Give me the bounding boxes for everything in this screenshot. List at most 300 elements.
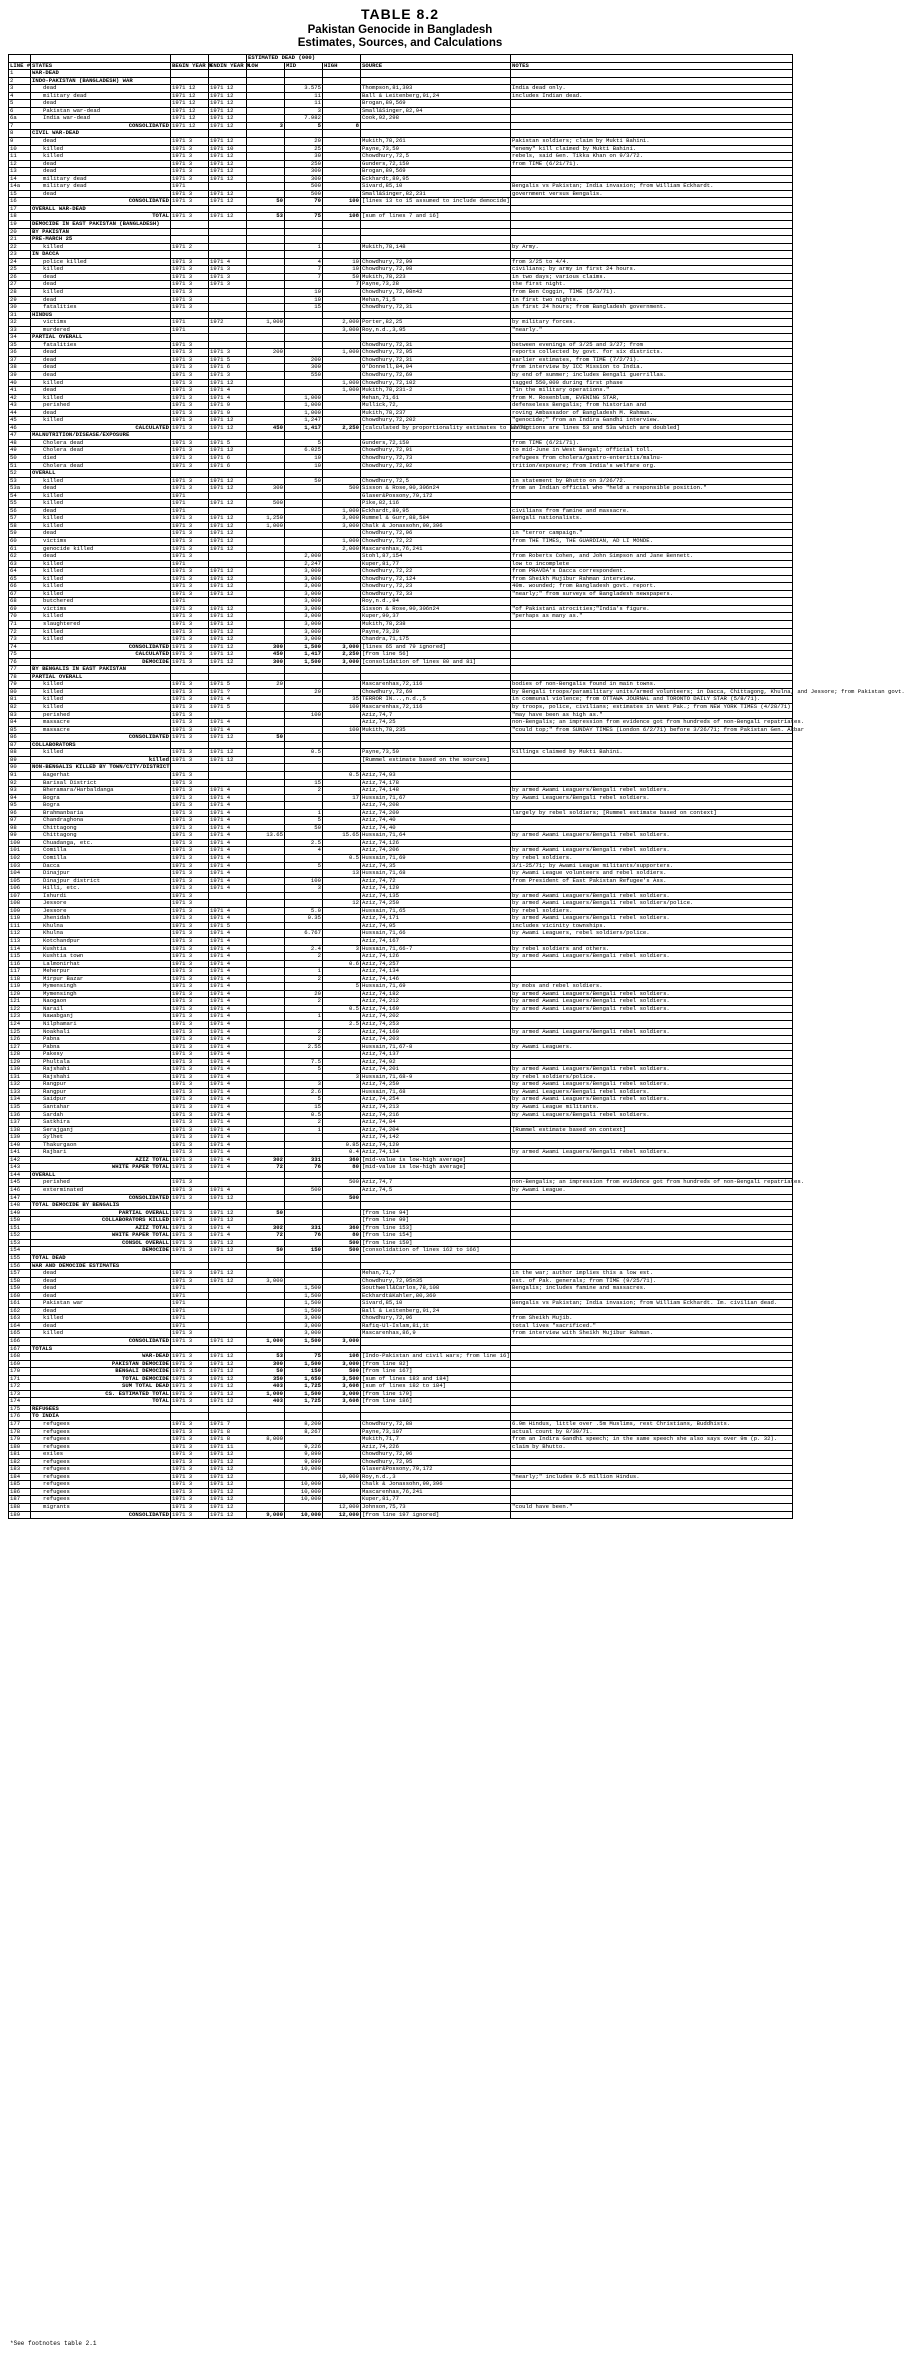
- high-value-cell: 1,000: [323, 387, 361, 395]
- state-cell: military dead: [31, 175, 171, 183]
- high-value-cell: 3,500: [323, 1375, 361, 1383]
- notes-cell: [511, 107, 793, 115]
- source-cell: Mehan,71,7: [361, 1270, 511, 1278]
- state-cell: Comilla: [31, 847, 171, 855]
- low-value-cell: [247, 530, 285, 538]
- begin-date-cell: 1971 3: [171, 439, 209, 447]
- state-cell: CALCULATED: [31, 424, 171, 432]
- mid-value-cell: 3,000: [285, 575, 323, 583]
- line-number-cell: 83: [9, 711, 31, 719]
- notes-cell: [511, 1036, 793, 1044]
- high-value-cell: 12,000: [323, 1511, 361, 1519]
- line-number-cell: 72: [9, 628, 31, 636]
- end-date-cell: 1971 12: [209, 522, 247, 530]
- low-value-cell: [247, 236, 285, 244]
- source-cell: Chowdhury,72,23: [361, 583, 511, 591]
- line-number-cell: 139: [9, 1134, 31, 1142]
- low-value-cell: 1,000: [247, 1337, 285, 1345]
- low-value-cell: [247, 1187, 285, 1195]
- source-cell: [from line 94]: [361, 1209, 511, 1217]
- notes-cell: by armed Awami Leaguers/Bengali rebel soldiers.: [511, 1081, 793, 1089]
- end-date-cell: 1971 4: [209, 824, 247, 832]
- mid-value-cell: 3,000: [285, 605, 323, 613]
- line-number-cell: 128: [9, 1051, 31, 1059]
- notes-cell: Pakistan soldiers; claim by Mukti Bahini.: [511, 138, 793, 146]
- high-value-cell: [323, 1488, 361, 1496]
- state-cell: CONSOLIDATED: [31, 1194, 171, 1202]
- line-number-cell: 178: [9, 1428, 31, 1436]
- mid-value-cell: [285, 1194, 323, 1202]
- end-date-cell: 1971 6: [209, 462, 247, 470]
- source-cell: Aziz,74,84: [361, 1119, 511, 1127]
- source-cell: Chalk & Jonassohn,90,396: [361, 1481, 511, 1489]
- state-cell: SUM TOTAL DEAD: [31, 1383, 171, 1391]
- begin-date-cell: 1971 3: [171, 304, 209, 312]
- state-cell: PAKISTAN DEMOCIDE: [31, 1360, 171, 1368]
- table-row: [9, 492, 793, 500]
- notes-cell: [511, 628, 793, 636]
- line-number-cell: 101: [9, 847, 31, 855]
- source-cell: Hussain,71,69: [361, 983, 511, 991]
- notes-cell: by Awami Leaguers, rebel soldiers/police.: [511, 930, 793, 938]
- begin-date-cell: 1971 3: [171, 1330, 209, 1338]
- begin-date-cell: 1971 3: [171, 636, 209, 644]
- table-row: [9, 1270, 793, 1278]
- notes-cell: by armed Awami Leaguers/Bengali rebel soldiers.: [511, 953, 793, 961]
- state-cell: killed: [31, 477, 171, 485]
- notes-cell: "could top;" from SUNDAY TIMES (London 6/2/71) before 3/26/71; from Pakistan Gen. Akbar: [512, 725, 805, 733]
- low-value-cell: [247, 439, 285, 447]
- table-row: [9, 704, 793, 712]
- low-value-cell: [247, 1458, 285, 1466]
- table-row: [9, 1141, 793, 1149]
- line-number-cell: 35: [9, 341, 31, 349]
- end-date-cell: [209, 326, 247, 334]
- source-cell: Glaser&Possony,79,172: [361, 1466, 511, 1474]
- notes-cell: [511, 771, 793, 779]
- source-cell: Pike,82,116: [361, 500, 511, 508]
- low-value-cell: [247, 771, 285, 779]
- high-value-cell: [323, 85, 361, 93]
- line-number-cell: 132: [9, 1081, 31, 1089]
- begin-date-cell: 1971 3: [171, 1119, 209, 1127]
- table-row: [9, 1353, 793, 1361]
- low-value-cell: [247, 575, 285, 583]
- high-value-cell: [323, 583, 361, 591]
- begin-date-cell: 1971 3: [171, 583, 209, 591]
- begin-date-cell: 1971 3: [171, 651, 209, 659]
- begin-date-cell: 1971 3: [171, 1134, 209, 1142]
- end-date-cell: 1971 12: [209, 1239, 247, 1247]
- low-value-cell: [247, 922, 285, 930]
- high-value-cell: [323, 454, 361, 462]
- mid-value-cell: 1,500: [285, 1390, 323, 1398]
- line-number-cell: 94: [9, 794, 31, 802]
- low-value-cell: [247, 1322, 285, 1330]
- begin-date-cell: 1971 3: [171, 922, 209, 930]
- end-date-cell: 1971 11: [209, 1443, 247, 1451]
- line-number-cell: 87: [9, 741, 31, 749]
- notes-cell: [511, 1345, 793, 1353]
- low-value-cell: 50: [247, 1209, 285, 1217]
- begin-date-cell: 1971 3: [171, 515, 209, 523]
- source-cell: Rafiq-Ul-Islam,81,1t: [361, 1322, 511, 1330]
- mid-value-cell: 6.025: [285, 447, 323, 455]
- line-number-cell: 117: [9, 968, 31, 976]
- high-value-cell: [323, 394, 361, 402]
- begin-date-cell: 1971 3: [171, 281, 209, 289]
- source-cell: TERROR IN...,n.d.,5: [361, 696, 511, 704]
- end-date-cell: 1971 12: [209, 190, 247, 198]
- high-value-cell: [323, 432, 361, 440]
- source-cell: Hussain,71,66: [361, 930, 511, 938]
- high-value-cell: [323, 1300, 361, 1308]
- begin-date-cell: 1971 3: [171, 1496, 209, 1504]
- notes-cell: "nearly.": [511, 326, 793, 334]
- end-date-cell: 1971 4: [209, 1119, 247, 1127]
- begin-date-cell: 1971 3: [171, 1209, 209, 1217]
- notes-cell: from PRAVDA's Dacca correspondent.: [511, 568, 793, 576]
- mid-value-cell: 10,000: [285, 1511, 323, 1519]
- line-number-cell: 159: [9, 1285, 31, 1293]
- mid-value-cell: 20: [285, 138, 323, 146]
- low-value-cell: [247, 839, 285, 847]
- table-row: [9, 854, 793, 862]
- table-row: [9, 839, 793, 847]
- high-value-cell: 108: [323, 213, 361, 221]
- line-number-cell: 145: [9, 1179, 31, 1187]
- line-number-cell: 69: [9, 605, 31, 613]
- mid-value-cell: [285, 937, 323, 945]
- begin-date-cell: 1971 3: [171, 485, 209, 493]
- mid-value-cell: 2.4: [285, 945, 323, 953]
- state-cell: Rajbari: [31, 1149, 171, 1157]
- low-value-cell: [247, 281, 285, 289]
- low-value-cell: [247, 1043, 285, 1051]
- high-value-cell: 12,000: [323, 1504, 361, 1512]
- line-number-cell: 61: [9, 545, 31, 553]
- table-row: [9, 666, 793, 674]
- begin-date-cell: [171, 666, 209, 674]
- state-cell: WAR-DEAD: [31, 1353, 171, 1361]
- notes-cell: refugees from cholera/gastro-enteritis/malnu-: [511, 454, 793, 462]
- high-value-cell: [323, 371, 361, 379]
- low-value-cell: [247, 145, 285, 153]
- table-row: [9, 621, 793, 629]
- source-cell: Chowdhury,72,31: [361, 304, 511, 312]
- begin-date-cell: 1971 3: [171, 1028, 209, 1036]
- begin-date-cell: 1971 3: [171, 1224, 209, 1232]
- end-date-cell: 1971 4: [209, 1134, 247, 1142]
- begin-date-cell: 1971 3: [171, 198, 209, 206]
- source-cell: Hussain,71,68-9: [361, 1073, 511, 1081]
- mid-value-cell: 3,000: [285, 636, 323, 644]
- state-cell: dead: [31, 530, 171, 538]
- table-row: [9, 945, 793, 953]
- line-number-cell: 44: [9, 409, 31, 417]
- low-value-cell: [247, 1111, 285, 1119]
- end-date-cell: 1971 12: [209, 138, 247, 146]
- mid-value-cell: [285, 522, 323, 530]
- source-cell: Aziz,74,126: [361, 953, 511, 961]
- high-value-cell: [323, 115, 361, 123]
- high-value-cell: [323, 1262, 361, 1270]
- end-date-cell: 1971 12: [209, 1398, 247, 1406]
- mid-value-cell: 331: [285, 1156, 323, 1164]
- state-cell: TOTAL: [31, 213, 171, 221]
- end-date-cell: 1971 6: [209, 364, 247, 372]
- state-cell: Khulna: [31, 930, 171, 938]
- mid-value-cell: 100: [285, 711, 323, 719]
- notes-cell: [511, 764, 793, 772]
- low-value-cell: 302: [247, 1156, 285, 1164]
- line-number-cell: 65: [9, 575, 31, 583]
- mid-value-cell: 3,000: [285, 583, 323, 591]
- end-date-cell: 1971 3: [209, 281, 247, 289]
- table-row: [9, 998, 793, 1006]
- source-cell: Mascarenhas,76,241: [361, 1488, 511, 1496]
- table-row: [9, 787, 793, 795]
- end-date-cell: [209, 70, 247, 78]
- table-row: [9, 771, 793, 779]
- high-value-cell: [323, 621, 361, 629]
- mid-value-cell: 2: [285, 787, 323, 795]
- begin-date-cell: 1971 3: [171, 1164, 209, 1172]
- end-date-cell: 1972: [209, 319, 247, 327]
- notes-cell: non-Bengalis; an impression from evidence got from hundreds of non-Bengali repatriates.: [512, 1178, 805, 1186]
- mid-value-cell: 20: [285, 990, 323, 998]
- notes-cell: [511, 1164, 793, 1172]
- source-cell: [361, 228, 511, 236]
- high-value-cell: [323, 1036, 361, 1044]
- state-cell: perished: [31, 1179, 171, 1187]
- high-value-cell: [323, 1043, 361, 1051]
- begin-date-cell: 1971 3: [171, 817, 209, 825]
- source-cell: Aziz,74,93: [361, 771, 511, 779]
- high-value-cell: [323, 439, 361, 447]
- begin-date-cell: [171, 470, 209, 478]
- high-value-cell: [323, 1285, 361, 1293]
- low-value-cell: 53: [247, 213, 285, 221]
- mid-value-cell: 200: [285, 356, 323, 364]
- table-row: [9, 794, 793, 802]
- table-row: [9, 1187, 793, 1195]
- line-number-cell: 129: [9, 1058, 31, 1066]
- begin-date-cell: 1971 3: [171, 1451, 209, 1459]
- table-row: [9, 726, 793, 734]
- state-cell: killed: [31, 704, 171, 712]
- low-value-cell: [247, 915, 285, 923]
- state-cell: Dacca: [31, 862, 171, 870]
- source-cell: Gunders,72,150: [361, 160, 511, 168]
- table-row: [9, 885, 793, 893]
- notes-cell: [511, 236, 793, 244]
- high-value-cell: 0.5: [323, 854, 361, 862]
- state-cell: dead: [31, 1277, 171, 1285]
- low-value-cell: 20: [247, 681, 285, 689]
- state-cell: slaughtered: [31, 621, 171, 629]
- table-row: [9, 590, 793, 598]
- begin-date-cell: [171, 221, 209, 229]
- high-value-cell: [323, 560, 361, 568]
- line-number-cell: 75: [9, 651, 31, 659]
- source-cell: Mascarenhas,86,9: [361, 1330, 511, 1338]
- line-number-cell: 114: [9, 945, 31, 953]
- high-value-cell: [323, 145, 361, 153]
- header-row-top: [9, 55, 793, 63]
- mid-value-cell: 300: [285, 168, 323, 176]
- notes-cell: [511, 1194, 793, 1202]
- line-number-cell: 188: [9, 1504, 31, 1512]
- high-value-cell: [323, 1451, 361, 1459]
- mid-value-cell: [285, 334, 323, 342]
- end-date-cell: 1971 12: [209, 756, 247, 764]
- notes-cell: by armed Awami Leaguers/Bengali rebel soldiers.: [511, 892, 793, 900]
- mid-value-cell: 15: [285, 304, 323, 312]
- source-cell: Southwell&Carlos,78,108: [361, 1285, 511, 1293]
- source-cell: Aziz,74,72: [361, 877, 511, 885]
- low-value-cell: 1,000: [247, 1390, 285, 1398]
- line-number-cell: 78: [9, 673, 31, 681]
- line-number-cell: 97: [9, 817, 31, 825]
- source-cell: Aziz,74,7: [361, 1179, 511, 1187]
- begin-date-cell: 1971 3: [171, 1353, 209, 1361]
- low-value-cell: [247, 100, 285, 108]
- end-date-cell: 1971 5: [209, 356, 247, 364]
- line-number-cell: 122: [9, 1005, 31, 1013]
- state-cell: dead: [31, 100, 171, 108]
- begin-date-cell: 1971 3: [171, 266, 209, 274]
- state-cell: CONSOLIDATED: [31, 643, 171, 651]
- mid-value-cell: [285, 870, 323, 878]
- state-cell: DEMOCIDE: [31, 1247, 171, 1255]
- low-value-cell: 72: [247, 1232, 285, 1240]
- mid-value-cell: [285, 1436, 323, 1444]
- line-number-cell: 17: [9, 205, 31, 213]
- high-value-cell: [323, 77, 361, 85]
- high-value-cell: [323, 975, 361, 983]
- line-number-cell: 14a: [9, 183, 31, 191]
- end-date-cell: 1971 4: [209, 1232, 247, 1240]
- low-value-cell: [247, 696, 285, 704]
- low-value-cell: [247, 175, 285, 183]
- low-value-cell: [247, 85, 285, 93]
- mid-value-cell: [285, 1504, 323, 1512]
- end-date-cell: 1971 4: [209, 809, 247, 817]
- notes-cell: by armed Awami Leaguers/Bengali rebel soldiers.: [511, 915, 793, 923]
- state-cell: victims: [31, 605, 171, 613]
- state-cell: Bagerhat: [31, 771, 171, 779]
- table-row: [9, 1088, 793, 1096]
- state-cell: Saidpur: [31, 1096, 171, 1104]
- low-value-cell: [247, 1292, 285, 1300]
- end-date-cell: 1971 12: [209, 1481, 247, 1489]
- source-cell: [361, 70, 511, 78]
- state-cell: Rajshahi: [31, 1073, 171, 1081]
- source-cell: [361, 470, 511, 478]
- low-value-cell: [247, 1405, 285, 1413]
- line-number-cell: 7: [9, 122, 31, 130]
- source-cell: Hussain,71,66-7: [361, 945, 511, 953]
- notes-cell: Bengalis; includes famine and massacres.: [511, 1285, 793, 1293]
- state-cell: killed: [31, 681, 171, 689]
- begin-date-cell: 1971 3: [171, 1126, 209, 1134]
- low-value-cell: [247, 1119, 285, 1127]
- mid-value-cell: [285, 507, 323, 515]
- end-date-cell: 1971 12: [209, 1217, 247, 1225]
- begin-date-cell: 1971 3: [171, 1247, 209, 1255]
- line-number-cell: 59: [9, 530, 31, 538]
- low-value-cell: [247, 183, 285, 191]
- state-cell: Bogra: [31, 794, 171, 802]
- state-cell: massacre: [31, 726, 171, 734]
- state-cell: Phultala: [31, 1058, 171, 1066]
- source-cell: [361, 1405, 511, 1413]
- notes-cell: by armed Awami Leaguers/Bengali rebel soldiers.: [511, 1149, 793, 1157]
- begin-date-cell: 1971 3: [171, 545, 209, 553]
- line-number-cell: 157: [9, 1270, 31, 1278]
- begin-date-cell: 1971 3: [171, 1420, 209, 1428]
- high-value-cell: 100: [323, 198, 361, 206]
- end-date-cell: 1971 4: [209, 937, 247, 945]
- begin-date-cell: 1971 3: [171, 1194, 209, 1202]
- low-value-cell: [247, 1504, 285, 1512]
- high-value-cell: [323, 1051, 361, 1059]
- source-cell: [361, 666, 511, 674]
- table-row: [9, 809, 793, 817]
- notes-cell: [511, 1353, 793, 1361]
- source-cell: [361, 1254, 511, 1262]
- state-cell: AZIZ TOTAL: [31, 1224, 171, 1232]
- source-cell: Rummel & Gurr,88,584: [361, 515, 511, 523]
- high-value-cell: [323, 681, 361, 689]
- high-value-cell: [323, 1081, 361, 1089]
- notes-cell: [511, 1390, 793, 1398]
- source-cell: Aziz,74,167: [361, 937, 511, 945]
- notes-cell: [511, 1451, 793, 1459]
- high-value-cell: [323, 1066, 361, 1074]
- high-value-cell: 0.6: [323, 960, 361, 968]
- mid-value-cell: [285, 326, 323, 334]
- state-cell: refugees: [31, 1443, 171, 1451]
- mid-value-cell: 3,000: [285, 1330, 323, 1338]
- notes-cell: [511, 1209, 793, 1217]
- source-cell: Chowdhury,72,95: [361, 349, 511, 357]
- end-date-cell: 1971 12: [209, 213, 247, 221]
- high-value-cell: [323, 107, 361, 115]
- source-cell: Chowdhury,72,96: [361, 1315, 511, 1323]
- line-number-cell: 175: [9, 1405, 31, 1413]
- line-number-cell: 18: [9, 213, 31, 221]
- source-cell: Hussain,71,67: [361, 794, 511, 802]
- end-date-cell: 1971 12: [209, 485, 247, 493]
- high-value-cell: 500: [323, 1368, 361, 1376]
- source-cell: Mukith,78,261: [361, 138, 511, 146]
- line-number-cell: 106: [9, 885, 31, 893]
- begin-date-cell: 1971 3: [171, 1066, 209, 1074]
- end-date-cell: [209, 228, 247, 236]
- notes-cell: by armed Awami Leaguers/Bengali rebel soldiers/police.: [511, 900, 793, 908]
- source-cell: O'Donnell,84,94: [361, 364, 511, 372]
- begin-date-cell: 1971 3: [171, 756, 209, 764]
- state-cell: Noakhali: [31, 1028, 171, 1036]
- begin-date-cell: 1971: [171, 492, 209, 500]
- end-date-cell: [209, 236, 247, 244]
- table-row: [9, 304, 793, 312]
- line-number-cell: 38: [9, 364, 31, 372]
- high-value-cell: [323, 1292, 361, 1300]
- source-cell: Chowdhury,72,69: [361, 688, 511, 696]
